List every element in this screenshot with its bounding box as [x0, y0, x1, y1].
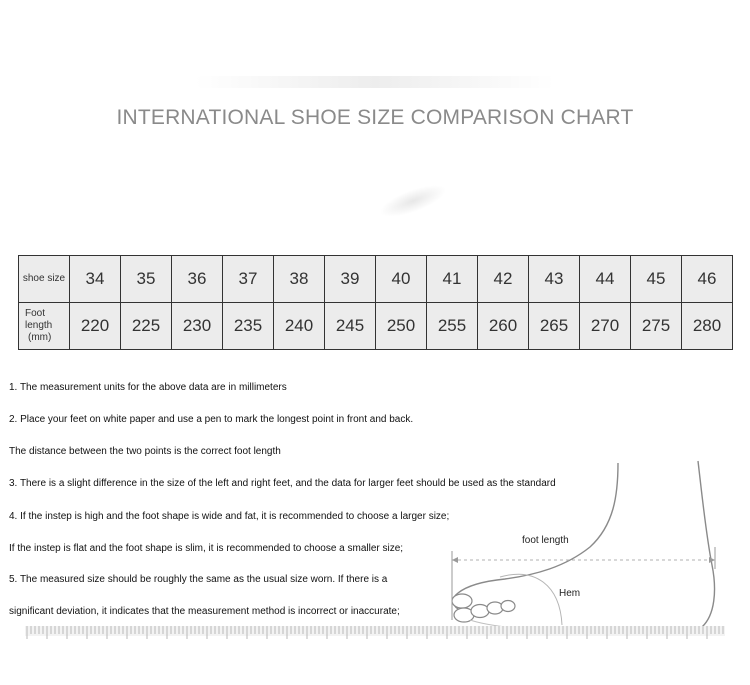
length-cell: 235 [223, 303, 274, 350]
length-cell: 250 [376, 303, 427, 350]
toe-icon [452, 594, 472, 608]
chart-title: INTERNATIONAL SHOE SIZE COMPARISON CHART [116, 106, 634, 129]
note-line: 1. The measurement units for the above data are in millimeters [9, 382, 287, 393]
size-cell: 34 [70, 256, 121, 303]
size-cell: 44 [580, 256, 631, 303]
size-cell: 35 [121, 256, 172, 303]
foot-length-header-line: (mm) [28, 332, 52, 343]
toe-icon [501, 601, 515, 612]
length-cell: 270 [580, 303, 631, 350]
length-cell: 230 [172, 303, 223, 350]
measuring-ruler [25, 623, 725, 647]
note-line: The distance between the two points is the correct foot length [9, 446, 281, 457]
toe-icon [487, 602, 503, 614]
length-cell: 220 [70, 303, 121, 350]
heel-outline [535, 461, 715, 634]
length-cell: 245 [325, 303, 376, 350]
arrow-left-icon [452, 557, 458, 563]
size-cell: 40 [376, 256, 427, 303]
size-cell: 36 [172, 256, 223, 303]
size-cell: 42 [478, 256, 529, 303]
length-cell: 240 [274, 303, 325, 350]
length-cell: 280 [682, 303, 733, 350]
size-cell: 38 [274, 256, 325, 303]
note-line: 2. Place your feet on white paper and use a pen to mark the longest point in front and back. [9, 414, 414, 425]
toe-icon [471, 605, 489, 618]
size-cell: 39 [325, 256, 376, 303]
foot-length-row [19, 303, 733, 350]
foot-length-label: foot length [522, 535, 569, 546]
size-cell: 46 [682, 256, 733, 303]
hem-line [500, 574, 562, 625]
note-line: If the instep is flat and the foot shape is slim, it is recommended to choose a smaller size; [9, 543, 404, 554]
length-cell: 255 [427, 303, 478, 350]
size-cell: 41 [427, 256, 478, 303]
length-cell: 275 [631, 303, 682, 350]
foot-length-header [19, 303, 70, 350]
hem-label: Hem [559, 588, 581, 599]
ruler-ticks [27, 626, 723, 639]
foot-length-header-line: Foot [25, 308, 46, 319]
length-cell: 265 [529, 303, 580, 350]
decorative-smudge [376, 179, 449, 224]
size-cell: 45 [631, 256, 682, 303]
length-cell: 260 [478, 303, 529, 350]
length-cell: 225 [121, 303, 172, 350]
note-line: 3. There is a slight difference in the size of the left and right feet, and the data for larger feet should be used as the standard [9, 478, 556, 489]
size-comparison-table [18, 255, 733, 350]
foot-measurement-illustration [440, 455, 730, 635]
size-cell: 37 [223, 256, 274, 303]
note-line: 4. If the instep is high and the foot shape is wide and fat, it is recommended to choose a larger size; [9, 511, 450, 522]
size-cell: 43 [529, 256, 580, 303]
faint-header-decoration [195, 76, 555, 88]
foot-length-header-line: length [25, 320, 53, 331]
note-line: significant deviation, it indicates that the measurement method is incorrect or inaccurate; [9, 606, 400, 617]
shoe-size-row [19, 256, 733, 303]
shoe-size-header: shoe size [19, 256, 70, 303]
note-line: 5. The measured size should be roughly the same as the usual size worn. If there is a [9, 574, 388, 585]
